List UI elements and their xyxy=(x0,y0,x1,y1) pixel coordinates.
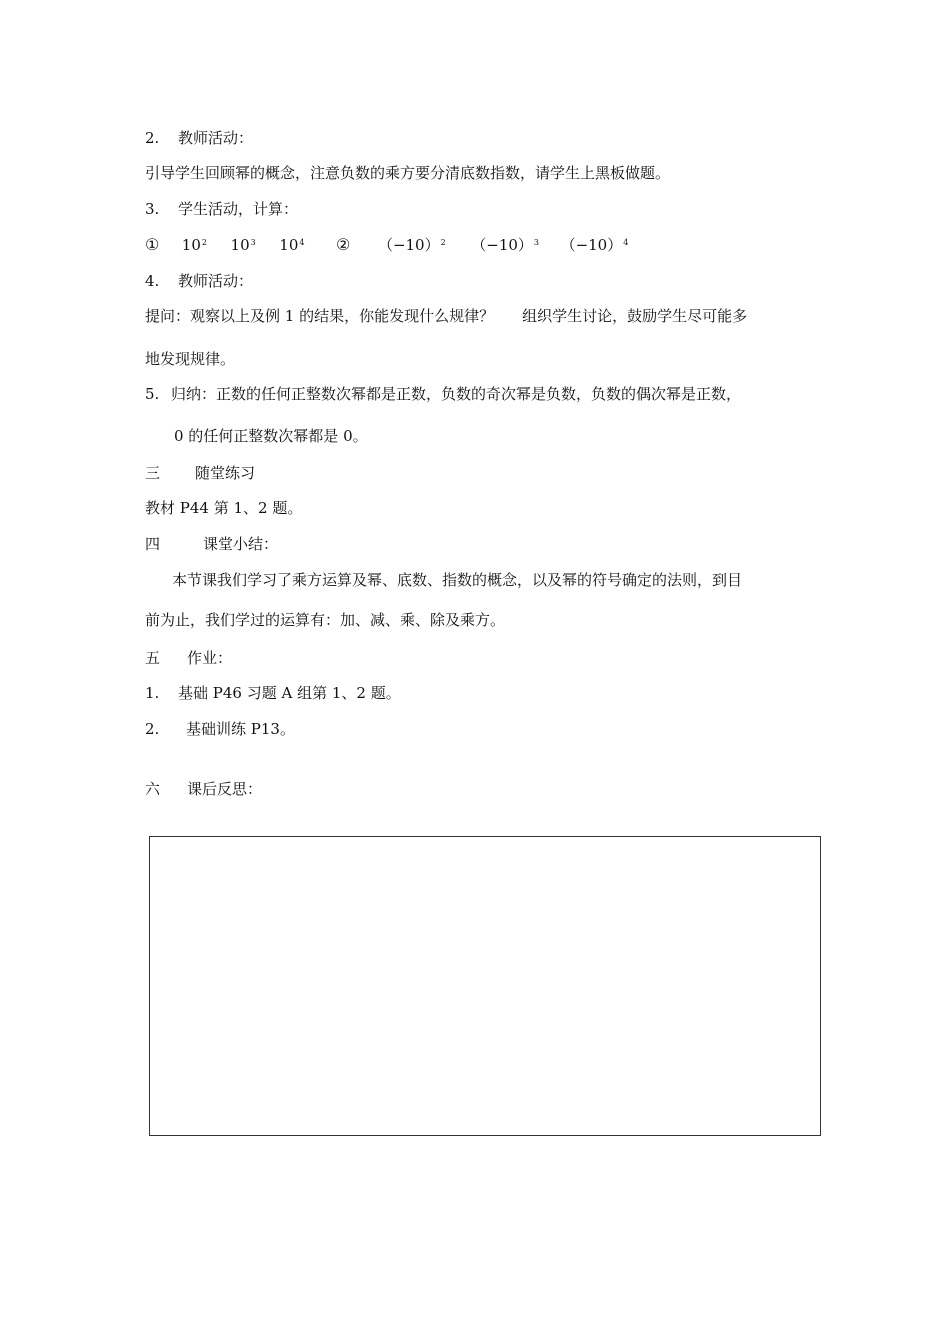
item-number: 4. xyxy=(145,272,160,290)
homework-item-2 xyxy=(145,719,295,739)
paragraph: 地发现规律。 xyxy=(145,350,236,368)
circled-number-1: ① xyxy=(145,235,160,254)
item-4-teacher xyxy=(145,271,253,291)
paragraph: 引导学生回顾幂的概念，注意负数的乘方要分清底数指数，请学生上黑板做题。 xyxy=(145,164,671,182)
item-3-student xyxy=(145,199,298,219)
section-4-heading xyxy=(145,534,278,554)
item-number: 2. xyxy=(145,129,160,147)
question-line xyxy=(145,306,747,326)
circled-number-2: ② xyxy=(336,235,351,254)
paragraph: 前为止，我们学过的运算有：加、减、乘、除及乘方。 xyxy=(145,611,506,629)
item-number: 2. xyxy=(145,720,160,738)
item-number: 1. xyxy=(145,684,160,702)
calculation-line xyxy=(145,235,628,255)
power-10-4: $10^4$ xyxy=(279,236,305,254)
section-6-heading xyxy=(145,779,262,799)
paragraph: 0 的任何正整数次幂都是 0。 xyxy=(174,427,368,445)
paragraph: 教材 P44 第 1、2 题。 xyxy=(145,499,303,517)
section-number: 四 xyxy=(145,535,161,553)
item-text: 基础训练 P13。 xyxy=(186,720,295,738)
section-number: 五 xyxy=(145,649,161,667)
item-2-teacher xyxy=(145,128,253,148)
homework-item-1 xyxy=(145,683,401,703)
power-neg10-4: $(-10)^4$ xyxy=(560,236,629,254)
section-5-heading xyxy=(145,648,232,668)
item-text: 归纳：正数的任何正整数次幂都是正数，负数的奇次幂是负数，负数的偶次幂是正数， xyxy=(171,385,742,403)
item-text: 基础 P46 习题 A 组第 1、2 题。 xyxy=(178,684,401,702)
power-neg10-2: $(-10)^2$ xyxy=(377,236,446,254)
section-3-heading xyxy=(145,463,255,483)
power-10-2: $10^2$ xyxy=(181,236,207,254)
power-10-3: $10^3$ xyxy=(230,236,256,254)
item-5-summary xyxy=(145,384,741,404)
section-title: 随堂练习 xyxy=(195,464,256,482)
reflection-box xyxy=(149,836,821,1136)
section-number: 六 xyxy=(145,780,161,798)
section-number: 三 xyxy=(145,464,161,482)
item-heading: 教师活动： xyxy=(178,272,254,290)
paragraph: 本节课我们学习了乘方运算及幂、底数、指数的概念，以及幂的符号确定的法则，到目 xyxy=(172,571,743,589)
section-title: 课后反思： xyxy=(187,780,263,798)
item-number: 5. xyxy=(145,385,160,403)
item-number: 3. xyxy=(145,200,160,218)
question-text: 提问：观察以上及例 1 的结果，你能发现什么规律？ xyxy=(145,307,495,325)
item-heading: 教师活动： xyxy=(178,129,254,147)
section-title: 课堂小结： xyxy=(203,535,279,553)
section-title: 作业： xyxy=(187,649,233,667)
item-heading: 学生活动，计算： xyxy=(178,200,299,218)
discussion-text: 组织学生讨论，鼓励学生尽可能多 xyxy=(522,307,748,325)
power-neg10-3: $(-10)^3$ xyxy=(471,236,539,254)
